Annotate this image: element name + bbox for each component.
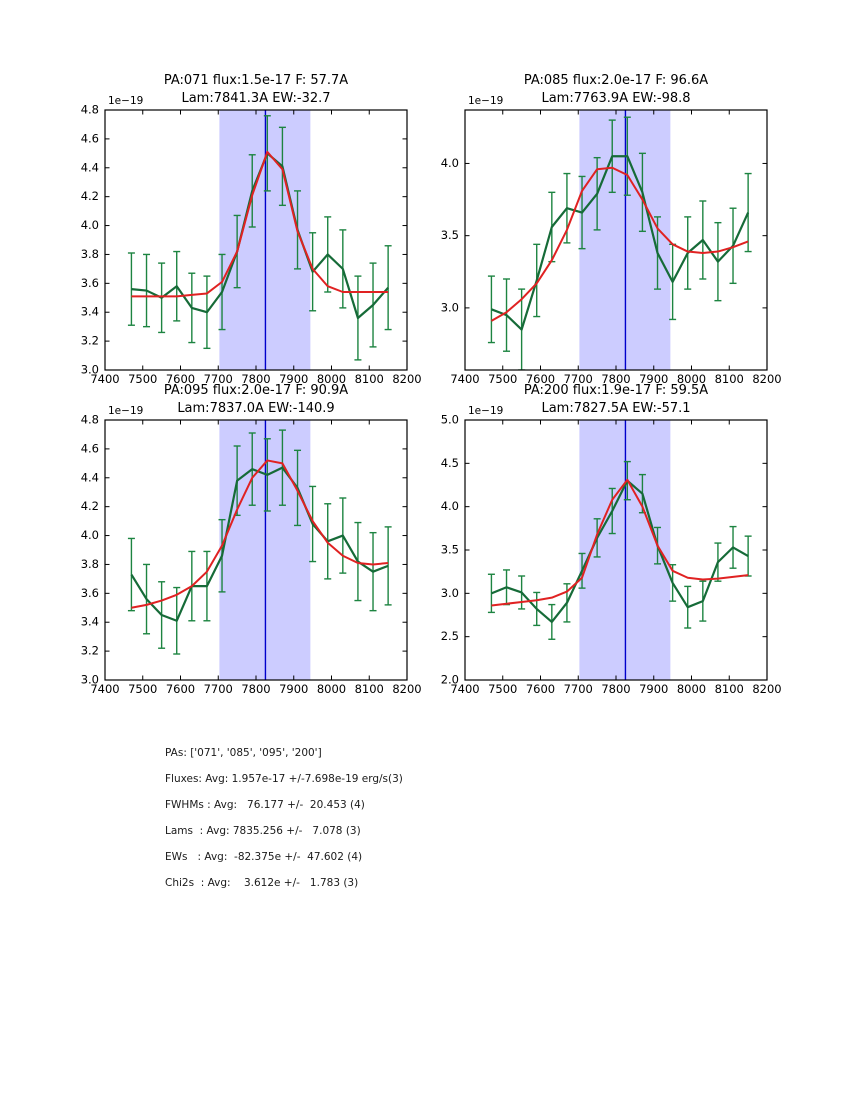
y-tick-label: 4.5: [440, 455, 459, 470]
y-tick-label: 4.6: [80, 131, 99, 146]
x-tick-label: 7900: [279, 372, 309, 386]
y-tick-label: 3.6: [80, 275, 99, 290]
y-tick-label: 3.0: [440, 300, 459, 315]
x-tick-label: 8000: [676, 372, 707, 386]
chart-title-pa200: [465, 382, 767, 417]
y-tick-label: 4.0: [80, 528, 99, 543]
y-tick-label: 4.6: [80, 441, 99, 456]
x-tick-label: 7400: [90, 372, 120, 386]
x-tick-label: 7400: [450, 682, 480, 696]
y-tick-label: 3.8: [80, 556, 99, 571]
x-tick-label: 8200: [752, 682, 782, 696]
x-tick-label: 7700: [563, 682, 593, 696]
chart-title-line1: PA:200 flux:1.9e-17 F: 59.5A: [523, 383, 709, 398]
y-axis-offset-label: 1e−19: [468, 405, 504, 417]
x-tick-label: 7500: [488, 682, 518, 696]
x-tick-label: 8200: [752, 372, 782, 386]
y-tick-label: 3.8: [80, 246, 99, 261]
y-tick-label: 3.4: [80, 304, 99, 319]
chart-title-line2: Lam:7837.0A EW:-140.9: [177, 400, 335, 416]
x-tick-label: 8100: [354, 682, 384, 696]
chart-title-pa071: [105, 72, 407, 107]
chart-title-pa085: [465, 72, 767, 107]
x-tick-label: 7500: [128, 682, 158, 696]
chart-title-line1: PA:095 flux:2.0e-17 F: 90.9A: [163, 383, 349, 398]
x-tick-label: 7700: [203, 682, 233, 696]
y-tick-label: 3.0: [440, 585, 459, 600]
x-tick-label: 7600: [165, 682, 196, 696]
x-tick-label: 7900: [639, 682, 669, 696]
x-tick-label: 8200: [392, 372, 422, 386]
x-tick-label: 7800: [601, 682, 631, 696]
x-tick-label: 8100: [354, 372, 384, 386]
chart-title-line1: PA:085 flux:2.0e-17 F: 96.6A: [523, 73, 709, 88]
x-tick-label: 8100: [714, 372, 744, 386]
x-tick-label: 7600: [165, 372, 196, 386]
summary-pas: PAs: ['071', '085', '095', '200']: [165, 747, 322, 759]
x-tick-label: 7400: [90, 682, 120, 696]
x-tick-label: 7800: [601, 372, 631, 386]
y-tick-label: 5.0: [440, 412, 459, 427]
chart-title-line2: Lam:7763.9A EW:-98.8: [541, 90, 691, 106]
y-tick-label: 3.2: [80, 643, 99, 658]
x-tick-label: 7500: [128, 372, 158, 386]
y-axis-offset-label: 1e−19: [108, 405, 144, 417]
y-tick-label: 3.2: [80, 333, 99, 348]
chart-title-pa095: [105, 382, 407, 417]
x-tick-label: 7600: [525, 682, 556, 696]
summary-lams: Lams : Avg: 7835.256 +/- 7.078 (3): [165, 825, 361, 837]
y-tick-label: 3.5: [440, 228, 459, 243]
y-tick-label: 4.4: [80, 470, 99, 485]
y-tick-label: 2.5: [440, 629, 459, 644]
y-tick-label: 3.6: [80, 585, 99, 600]
chart-title-line2: Lam:7841.3A EW:-32.7: [181, 90, 331, 106]
x-tick-label: 7400: [450, 372, 480, 386]
x-tick-label: 8200: [392, 682, 422, 696]
x-tick-label: 7800: [241, 682, 271, 696]
x-tick-label: 7700: [203, 372, 233, 386]
y-tick-label: 4.2: [80, 189, 99, 204]
x-tick-label: 8100: [714, 682, 744, 696]
summary-block: [165, 740, 403, 896]
y-tick-label: 3.4: [80, 614, 99, 629]
y-tick-label: 4.0: [80, 218, 99, 233]
chart-title-line1: PA:071 flux:1.5e-17 F: 57.7A: [163, 73, 349, 88]
x-tick-label: 7600: [525, 372, 556, 386]
summary-ews: EWs : Avg: -82.375e +/- 47.602 (4): [165, 851, 363, 863]
x-tick-label: 7900: [279, 682, 309, 696]
y-tick-label: 4.0: [440, 155, 459, 170]
summary-chi2s: Chi2s : Avg: 3.612e +/- 1.783 (3): [165, 877, 359, 889]
x-tick-label: 8000: [676, 682, 707, 696]
x-tick-label: 7800: [241, 372, 271, 386]
x-tick-label: 7700: [563, 372, 593, 386]
y-axis-offset-label: 1e−19: [468, 95, 504, 107]
y-tick-label: 3.5: [440, 542, 459, 557]
y-tick-label: 3.0: [80, 672, 99, 687]
x-tick-label: 8000: [316, 372, 347, 386]
y-tick-label: 4.2: [80, 499, 99, 514]
y-tick-label: 2.0: [440, 672, 459, 687]
y-tick-label: 3.0: [80, 362, 99, 377]
x-tick-label: 7900: [639, 372, 669, 386]
y-axis-offset-label: 1e−19: [108, 95, 144, 107]
summary-fluxes: Fluxes: Avg: 1.957e-17 +/-7.698e-19 erg/s(3): [165, 773, 403, 785]
y-tick-label: 4.8: [80, 102, 99, 117]
y-tick-label: 4.4: [80, 160, 99, 175]
y-tick-label: 4.8: [80, 412, 99, 427]
summary-fwhms: FWHMs : Avg: 76.177 +/- 20.453 (4): [165, 799, 365, 811]
chart-title-line2: Lam:7827.5A EW:-57.1: [541, 400, 691, 416]
y-tick-label: 4.0: [440, 499, 459, 514]
x-tick-label: 8000: [316, 682, 347, 696]
x-tick-label: 7500: [488, 372, 518, 386]
